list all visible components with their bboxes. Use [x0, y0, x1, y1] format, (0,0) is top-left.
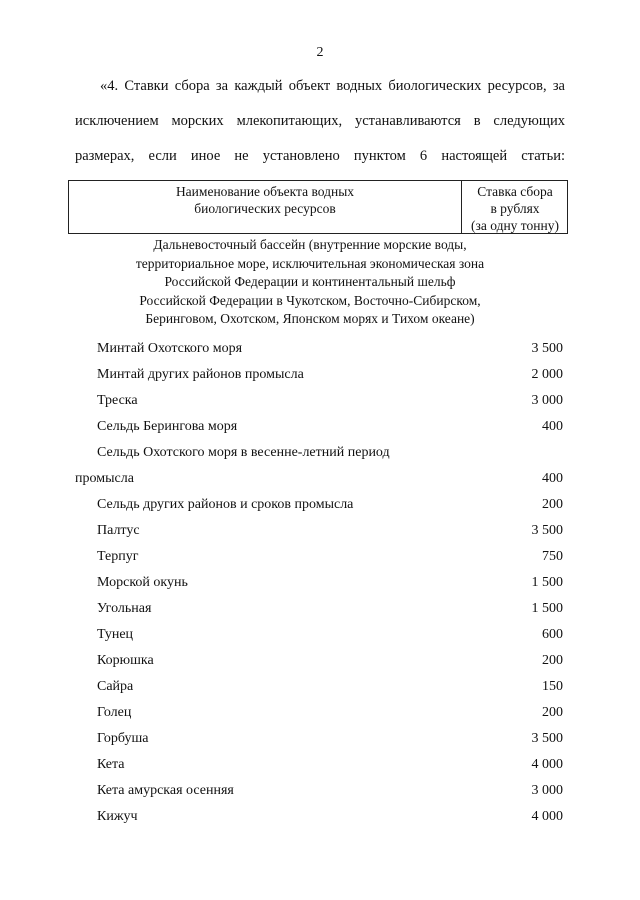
row-label: промысла — [75, 471, 134, 486]
header-rate-column — [462, 183, 568, 234]
header-rate-line-3: (за одну тонну) — [471, 218, 559, 233]
row-label: Минтай других районов промысла — [97, 367, 304, 382]
row-label: Тунец — [97, 627, 134, 642]
row-value: 1 500 — [531, 575, 563, 590]
table-row — [75, 392, 563, 418]
table-row — [75, 522, 563, 548]
row-label: Минтай Охотского моря — [97, 341, 243, 356]
row-value: 3 500 — [531, 731, 563, 746]
basin-line-2: территориальное море, исключительная экономическая зона — [135, 255, 485, 271]
header-name-line-2: биологических ресурсов — [194, 201, 336, 216]
table-row — [75, 366, 563, 392]
row-label: Терпуг — [97, 549, 139, 564]
row-label: Голец — [97, 705, 132, 720]
basin-heading — [60, 236, 560, 329]
table-row — [75, 678, 563, 704]
table-row — [75, 756, 563, 782]
page-number: 2 — [316, 45, 324, 60]
rate-list — [75, 340, 563, 834]
row-value: 3 500 — [531, 523, 563, 538]
table-row — [75, 652, 563, 678]
table-row — [75, 626, 563, 652]
row-value: 200 — [542, 705, 563, 720]
row-label: Кета — [97, 757, 125, 772]
intro-line-1: «4. Ставки сбора за каждый объект водных биологических ресурсов, за — [100, 78, 565, 94]
row-value: 4 000 — [531, 757, 563, 772]
row-value: 3 500 — [531, 341, 563, 356]
basin-line-3: Российской Федерации и континентальный шельф — [164, 274, 456, 289]
basin-line-5: Беринговом, Охотском, Японском морях и Тихом океане) — [145, 311, 475, 326]
table-row — [75, 730, 563, 756]
row-label: Горбуша — [97, 731, 149, 746]
row-value: 1 500 — [531, 601, 563, 616]
row-value: 600 — [542, 627, 563, 642]
row-value: 200 — [542, 653, 563, 668]
table-row — [75, 444, 563, 470]
table-row — [75, 470, 563, 496]
row-value: 3 000 — [531, 783, 563, 798]
row-value: 3 000 — [531, 393, 563, 408]
row-value: 200 — [542, 497, 563, 512]
row-label: Кета амурская осенняя — [97, 783, 234, 798]
row-label: Сельдь Охотского моря в весенне-летний период — [97, 445, 390, 460]
basin-line-1: Дальневосточный бассейн (внутренние морские воды, — [153, 237, 467, 252]
table-row — [75, 548, 563, 574]
row-label: Угольная — [97, 601, 152, 616]
header-rate-line-2: в рублях — [490, 201, 540, 216]
table-row — [75, 782, 563, 808]
row-label: Кижуч — [97, 809, 138, 824]
header-name-column — [69, 183, 461, 217]
basin-line-4: Российской Федерации в Чукотском, Восточно-Сибирском, — [139, 292, 481, 308]
row-label: Сельдь Берингова моря — [97, 419, 238, 434]
table-row — [75, 574, 563, 600]
table-row — [75, 496, 563, 522]
row-label: Морской окунь — [97, 575, 188, 590]
row-value: 400 — [542, 419, 563, 434]
row-label: Сайра — [97, 679, 134, 694]
row-value: 400 — [542, 471, 563, 486]
intro-line-3: размерах, если иное не установлено пунктом 6 настоящей статьи: — [75, 148, 565, 164]
row-label: Сельдь других районов и сроков промысла — [97, 497, 354, 512]
table-row — [75, 340, 563, 366]
row-label: Палтус — [97, 523, 140, 538]
table-row — [75, 600, 563, 626]
table-row — [75, 704, 563, 730]
row-value: 2 000 — [531, 367, 563, 382]
row-value: 150 — [542, 679, 563, 694]
row-label: Треска — [97, 393, 138, 408]
header-rate-line-1: Ставка сбора — [477, 184, 553, 199]
row-value: 4 000 — [531, 809, 563, 824]
table-row — [75, 418, 563, 444]
table-header — [68, 180, 568, 234]
table-row — [75, 808, 563, 834]
row-value: 750 — [542, 549, 563, 564]
row-label: Корюшка — [97, 653, 154, 668]
header-name-line-1: Наименование объекта водных — [175, 184, 355, 199]
intro-line-2: исключением морских млекопитающих, устанавливаются в следующих — [75, 113, 565, 129]
